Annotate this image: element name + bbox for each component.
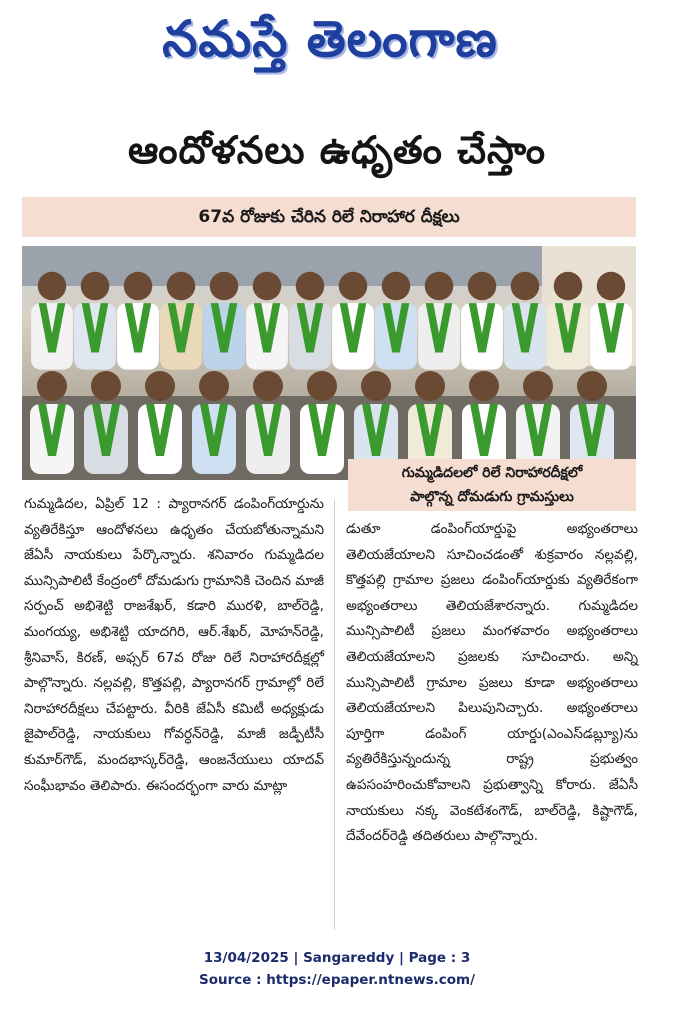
photo-person [461,272,503,370]
photo-person [332,272,374,370]
photo-person [504,272,546,370]
photo-person [30,371,74,474]
article-column-2: డుతూ డంపింగ్‌యార్డుపై అభ్యంతరాలు తెలియజేయాలని సూచించడంతో శుక్రవారం నల్లవల్లి, కొత్తపల్లి గ్రామాల ప్రజలు డంపింగ్‌యార్డుకు వ్యతిరేకంగా అభ్యంతరాలు తెలియజేశారన్నారు. గుమ్మడిదల మున్సిపాలిటీ ప్రజలు మంగళవారం అభ్యంతరాలు తెలియజేయాలని ప్రజలకు సూచించారు. అన్ని మున్సిపాలిటీ గ్రామాల ప్రజలు కూడా అభ్యంతరాలు తెలియజేయాలని పిలుపునిచ్చారు. అభ్యంతరాలు పూర్తిగా డంపింగ్ యార్డు(ఎంఎస్‌డబ్ల్యూ)ను వ్యతిరేకిస్తున్నందున్న రాష్ట్ర ప్రభుత్వం ఉపసంహరించుకోవాలని ప్రభుత్వాన్ని కోరారు. జేఏసీ నాయకులు నక్క వెంకటేశంగౌడ్, బాల్‌రెడ్డి, కిష్టాగౌడ్, దేవేందర్‌రెడ్డి తదితరులు పాల్గొన్నారు. [346,521,638,845]
photo-person [375,272,417,370]
photo-person [246,272,288,370]
photo-caption-line2: పాల్గొన్న దోమడుగు గ్రామస్తులు [410,489,574,505]
photo-person [246,371,290,474]
photo-person [84,371,128,474]
photo-person [289,272,331,370]
photo-person [300,371,344,474]
footer-date-edition: 13/04/2025 | Sangareddy | Page : 3 [203,950,471,966]
photo-person [192,371,236,474]
column-divider [334,500,335,930]
photo-person [418,272,460,370]
photo-person [160,272,202,370]
photo-person [117,272,159,370]
footer-source: Source : https://epaper.ntnews.com/ [198,972,476,988]
photo-person [138,371,182,474]
group-photo-illustration [22,246,636,480]
photo-caption [348,459,636,511]
news-photo [22,246,636,480]
newspaper-masthead: నమస్తే తెలంగాణ [162,9,498,68]
article-subhead: 67వ రోజుకు చేరిన రిలే నిరాహార దీక్షలు [22,197,636,237]
photo-person [31,272,73,370]
photo-caption-line1: గుమ్మడిదలలో రిలే నిరాహారదీక్షలో [401,465,583,481]
photo-person [203,272,245,370]
article-headline: ఆందోళనలు ఉధృతం చేస్తాం [127,128,546,172]
photo-person [74,272,116,370]
article-column-1: గుమ్మడిదల, ఏప్రిల్ 12 : ప్యారానగర్ డంపింగ్‌యార్డును వ్యతిరేకిస్తూ ఆందోళనలు ఉధృతం చేయబోతున్నామని జేఏసీ నాయకులు పేర్కొన్నారు. శనివారం గుమ్మడిదల మున్సిపాలిటీ కేంద్రంలో దోమడుగు గ్రామానికి చెందిన మాజీ సర్పంచ్ అభిశెట్టి రాజశేఖర్, కడారి మురళి, బాల్‌రెడ్డి, మంగయ్య, అభిశెట్టి యాదగిరి, ఆర్.శేఖర్, మోహన్‌రెడ్డి, శ్రీనివాస్, కిరణ్, అఫ్సర్ 67వ రోజు రిలే నిరాహారదీక్షల్లో పాల్గొన్నారు. నల్లవల్లి, కొత్తపల్లి, ప్యారానగర్ గ్రామాల్లో రిలే నిరాహారదీక్షలు చేపట్టారు. వీరికి జేఏసీ కమిటీ అధ్యక్షుడు జైపాల్‌రెడ్డి, నాయకులు గోవర్ధన్‌రెడ్డి, మాజీ జడ్పీటీసీ కుమార్‌గౌడ్, మందభాస్కర్‌రెడ్డి, ఆంజనేయులు యాదవ్ సంఘీభావం తెలిపారు. ఈసందర్భంగా వారు మాట్లా [24,496,324,794]
